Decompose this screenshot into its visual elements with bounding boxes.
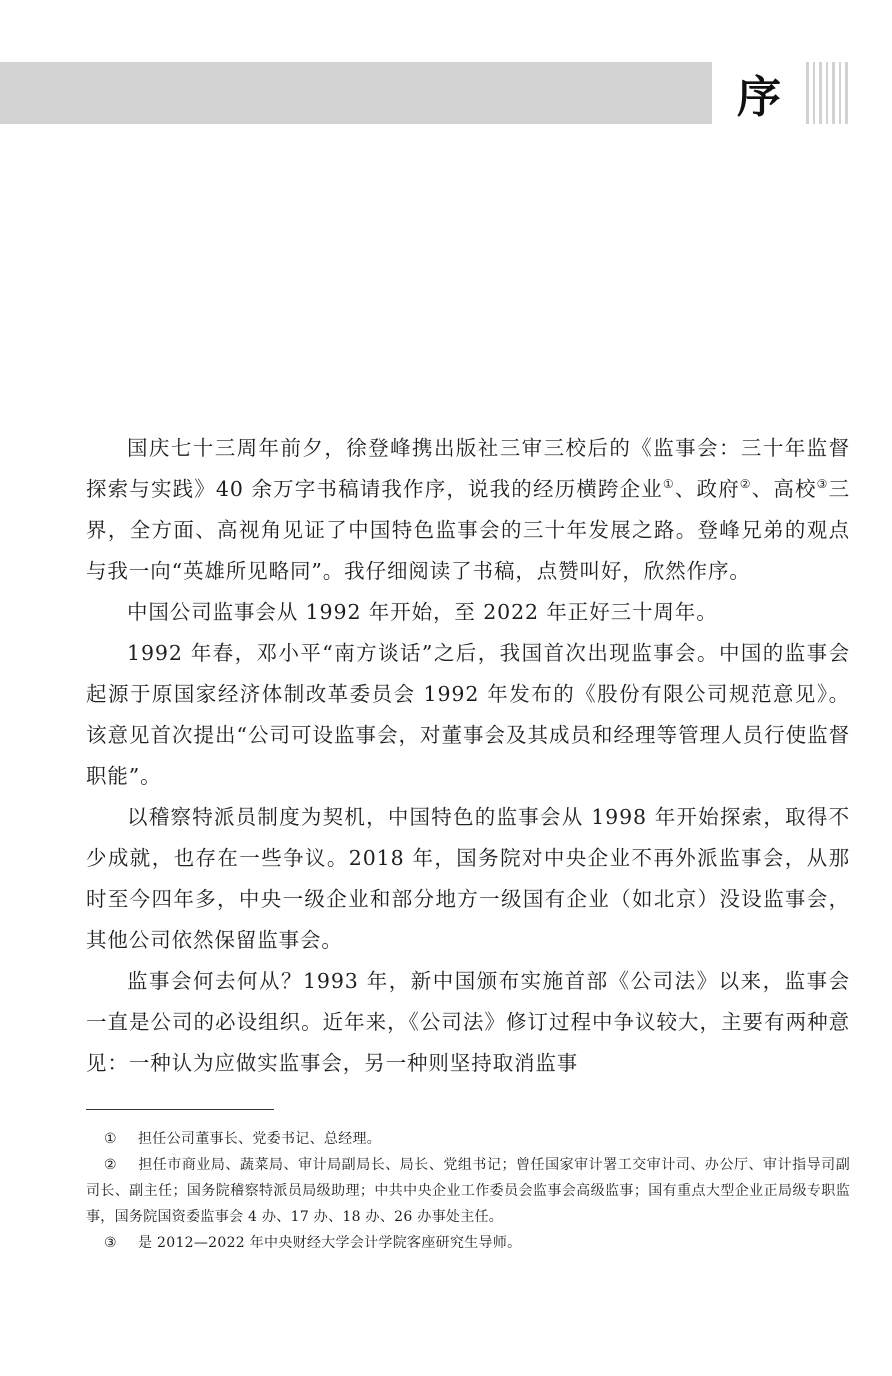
footnote	[86, 1230, 850, 1256]
footnote-reference: ②	[739, 477, 752, 492]
footnote-marker: ③	[104, 1235, 117, 1251]
footnote-divider	[86, 1109, 274, 1110]
body-paragraph	[86, 797, 850, 961]
paragraph-text: 监事会何去何从？1993 年，新中国颁布实施首部《公司法》以来，监事会一直是公司的必设组织。近年来，《公司法》修订过程中争议较大，主要有两种意见：一种认为应做实监事会，另一种则坚持取消监事	[86, 969, 850, 1075]
footnote-reference: ①	[662, 477, 675, 492]
footnote	[86, 1152, 850, 1230]
footnote-text: 担任公司董事长、党委书记、总经理。	[138, 1131, 382, 1147]
paragraph-text: 中国公司监事会从 1992 年开始，至 2022 年正好三十周年。	[127, 600, 718, 624]
stripe	[813, 62, 816, 124]
body-paragraph	[86, 592, 850, 633]
header-stripes	[806, 62, 848, 124]
stripe	[826, 62, 829, 124]
paragraph-text: 以稽察特派员制度为契机，中国特色的监事会从 1998 年开始探索，取得不少成就，也存在一些争议。2018 年，国务院对中央企业不再外派监事会，从那时至今四年多，中央一级企业和部分地方一级国有企业（如北京）没设监事会，其他公司依然保留监事会。	[86, 805, 850, 952]
stripe	[845, 62, 848, 124]
footnote	[86, 1126, 850, 1152]
footnotes	[86, 1126, 850, 1256]
paragraph-text: 国庆七十三周年前夕，徐登峰携出版社三审三校后的《监事会：三十年监督探索与实践》40 余万字书稿请我作序，说我的经历横跨企业	[86, 436, 850, 501]
section-title: 序	[737, 72, 781, 123]
stripe	[819, 62, 822, 124]
body-text	[86, 428, 850, 1084]
stripe	[806, 62, 809, 124]
footnote-marker: ①	[104, 1131, 117, 1147]
footnote-marker: ②	[104, 1157, 117, 1173]
footnote-text: 担任市商业局、蔬菜局、审计局副局长、局长、党组书记；曾任国家审计署工交审计司、办公厅、审计指导司副司长、副主任；国务院稽察特派员局级助理；中共中央企业工作委员会监事会高级监事；国有重点大型企业正局级专职监事，国务院国资委监事会 4 办、17 办、18 办、26 办事处主任。	[86, 1157, 850, 1225]
paragraph-text: 1992 年春，邓小平“南方谈话”之后，我国首次出现监事会。中国的监事会起源于原国家经济体制改革委员会 1992 年发布的《股份有限公司规范意见》。该意见首次提出“公司可设监事会，对董事会及其成员和经理等管理人员行使监督职能”。	[86, 641, 850, 788]
paragraph-text: 三界，全方面、高视角见证了中国特色监事会的三十年发展之路。登峰兄弟的观点与我一向“英雄所见略同”。我仔细阅读了书稿，点赞叫好，欣然作序。	[86, 477, 850, 583]
footnote-text: 是 2012—2022 年中央财经大学会计学院客座研究生导师。	[138, 1235, 522, 1251]
stripe	[832, 62, 835, 124]
body-paragraph	[86, 961, 850, 1084]
body-paragraph	[86, 428, 850, 592]
header-band	[0, 62, 712, 124]
paragraph-text: 、高校	[751, 477, 817, 501]
body-paragraph	[86, 633, 850, 797]
footnote-reference: ③	[816, 477, 829, 492]
stripe	[839, 62, 842, 124]
paragraph-text: 、政府	[674, 477, 740, 501]
